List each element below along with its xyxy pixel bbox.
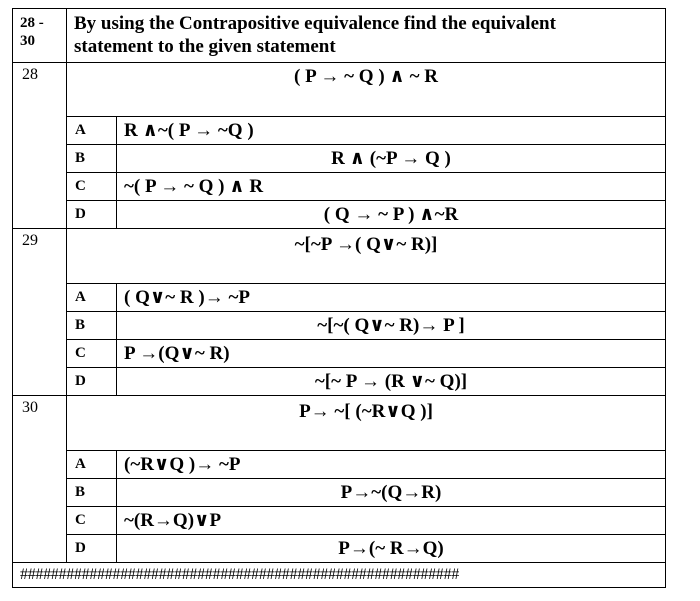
- option-letter-a: A: [75, 456, 86, 472]
- divider: [13, 62, 665, 63]
- question-statement: P→ ~[ (~R∨Q )]: [299, 401, 433, 422]
- divider: [66, 116, 665, 117]
- option-letter-b: B: [75, 150, 86, 166]
- divider: [66, 200, 665, 201]
- question-statement: ~[~P →( Q∨~ R)]: [294, 234, 438, 255]
- divider: [13, 228, 665, 229]
- divider: [66, 450, 665, 451]
- question-statement: ( P → ~ Q ) ∧ ~ R: [294, 66, 438, 87]
- question-table: [12, 8, 666, 588]
- question-number: 29: [22, 232, 38, 249]
- instruction-line-2: statement to the given statement: [74, 36, 336, 57]
- option-c[interactable]: P →(Q∨~ R): [124, 343, 230, 364]
- divider: [13, 395, 665, 396]
- divider: [66, 506, 665, 507]
- option-letter-c: C: [75, 178, 86, 194]
- divider: [66, 367, 665, 368]
- option-letter-d: D: [75, 373, 86, 389]
- divider: [66, 311, 665, 312]
- option-letter-a: A: [75, 289, 86, 305]
- divider: [66, 144, 665, 145]
- divider: [66, 9, 67, 562]
- option-letter-b: B: [75, 484, 86, 500]
- option-d[interactable]: ( Q → ~ P ) ∧~R: [323, 204, 459, 225]
- option-letter-b: B: [75, 317, 86, 333]
- question-number: 30: [22, 399, 38, 416]
- option-c[interactable]: ~(R→Q)∨P: [124, 510, 222, 531]
- option-b[interactable]: ~[~( Q∨~ R)→ P ]: [317, 315, 465, 336]
- option-d[interactable]: ~[~ P → (R ∨~ Q)]: [314, 371, 468, 392]
- instruction-line-1: By using the Contrapositive equivalence find the equivalent: [74, 13, 556, 34]
- option-letter-d: D: [75, 206, 86, 222]
- option-b[interactable]: P→~(Q→R): [340, 482, 442, 503]
- option-a[interactable]: R ∧~( P → ~Q ): [124, 120, 254, 141]
- option-letter-c: C: [75, 345, 86, 361]
- option-letter-a: A: [75, 122, 86, 138]
- divider: [13, 562, 665, 563]
- divider: [66, 534, 665, 535]
- option-d[interactable]: P→(~ R→Q): [338, 538, 444, 559]
- option-a[interactable]: ( Q∨~ R )→ ~P: [124, 287, 250, 308]
- divider: [66, 172, 665, 173]
- question-number: 28: [22, 66, 38, 83]
- footer-separator: #########################################################: [20, 566, 459, 583]
- question-range: 28 - 30: [20, 15, 44, 49]
- divider: [66, 283, 665, 284]
- option-letter-d: D: [75, 540, 86, 556]
- divider: [66, 478, 665, 479]
- divider: [66, 339, 665, 340]
- option-c[interactable]: ~( P → ~ Q ) ∧ R: [124, 176, 264, 197]
- option-b[interactable]: R ∧ (~P → Q ): [331, 148, 451, 169]
- option-a[interactable]: (~R∨Q )→ ~P: [124, 454, 241, 475]
- option-letter-c: C: [75, 512, 86, 528]
